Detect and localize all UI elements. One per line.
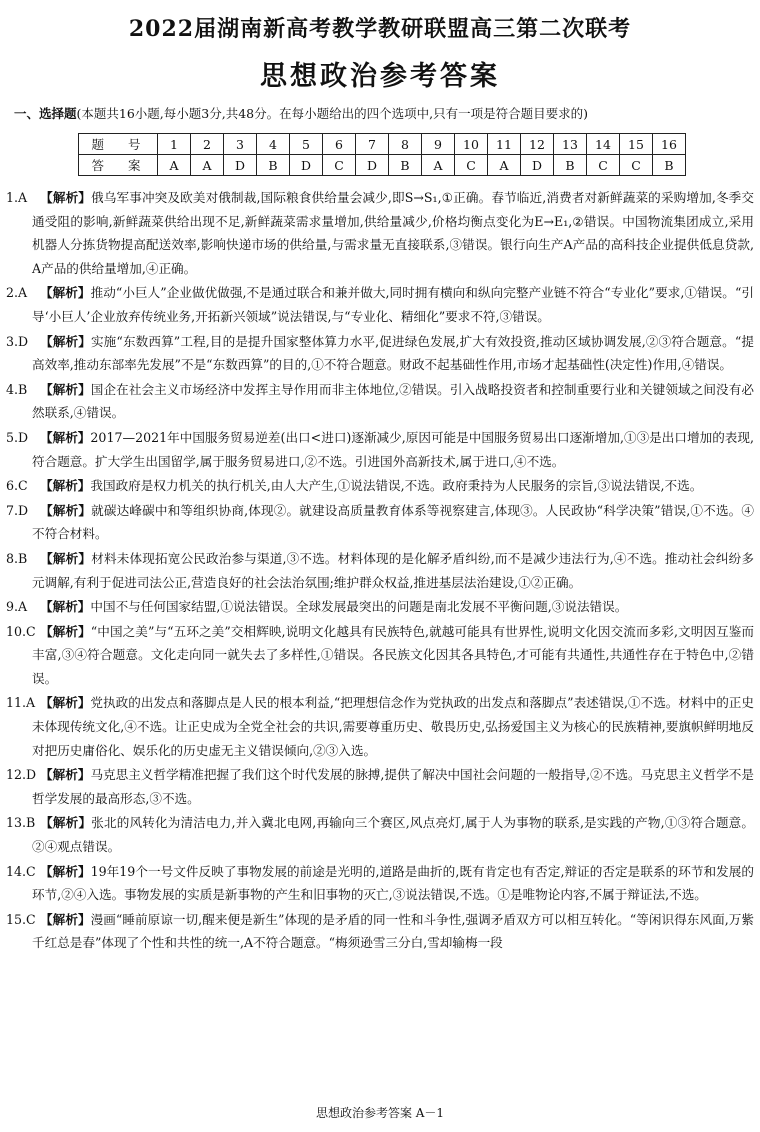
item-number: 2.A xyxy=(6,285,28,301)
analysis-tag: 【解析】 xyxy=(40,863,91,879)
row-label-answers: 答 案 xyxy=(79,155,158,176)
answer-cell: D xyxy=(290,155,323,176)
item-number: 9.A xyxy=(6,599,28,615)
item-text: 2017—2021年中国服务贸易逆差(出口<进口)逐渐减少,原因可能是中国服务贸易出口逐渐增加,①③是出口增加的表现,符合题意。扩大学生出国留学,属于服务贸易进口,②不选。引进国外高新技术,属于进口,④不选。 xyxy=(32,429,754,469)
item-number: 13.B xyxy=(6,815,36,831)
question-number-cell: 2 xyxy=(191,134,224,155)
row-label-numbers: 题 号 xyxy=(79,134,158,155)
explanation-item xyxy=(6,860,754,907)
analysis-tag: 【解析】 xyxy=(40,767,91,783)
item-text: 张北的风转化为清洁电力,并入冀北电网,再输向三个赛区,风点亮灯,属于人为事物的联系,是实践的产物,①③符合题意。②④观点错误。 xyxy=(32,815,754,855)
item-text: 中国不与任何国家结盟,①说法错误。全球发展最突出的问题是南北发展不平衡问题,③说法错误。 xyxy=(90,599,628,615)
explanation-item xyxy=(6,378,754,425)
item-number: 10.C xyxy=(6,623,36,639)
question-number-cell: 14 xyxy=(587,134,620,155)
item-number: 12.D xyxy=(6,767,37,783)
question-number-cell: 1 xyxy=(158,134,191,155)
explanation-item xyxy=(6,595,754,619)
answer-cell: A xyxy=(158,155,191,176)
answer-cell: B xyxy=(257,155,290,176)
explanation-item xyxy=(6,691,754,762)
section-heading xyxy=(14,104,754,122)
answer-cell: B xyxy=(653,155,686,176)
analysis-tag: 【解析】 xyxy=(40,623,91,639)
item-text: 漫画“睡前原谅一切,醒来便是新生”体现的是矛盾的同一性和斗争性,强调矛盾双方可以相互转化。“等闲识得东风面,万紫千红总是春”体现了个性和共性的统一,A不符合题意。“梅须逊雪三分白,雪却输梅一段 xyxy=(32,911,754,951)
explanation-item xyxy=(6,547,754,594)
analysis-tag: 【解析】 xyxy=(40,815,92,831)
explanation-item xyxy=(6,620,754,691)
question-number-cell: 10 xyxy=(455,134,488,155)
item-number: 1.A xyxy=(6,190,28,205)
explanation-item xyxy=(6,908,754,955)
analysis-tag: 【解析】 xyxy=(40,478,91,494)
page-footer: 思想政治参考答案 A－1 xyxy=(315,1106,445,1120)
answer-table-row-numbers xyxy=(79,134,686,155)
analysis-tag: 【解析】 xyxy=(40,695,91,711)
analysis-tag: 【解析】 xyxy=(40,381,91,397)
item-text: 国企在社会主义市场经济中发挥主导作用而非主体地位,②错误。引入战略投资者和控制重要行业和关键领域之间没有必然联系,④错误。 xyxy=(32,381,754,421)
answer-cell: A xyxy=(422,155,455,176)
exam-title: 2022届湖南新高考教学教研联盟高三第二次联考 xyxy=(128,16,632,42)
explanation-item xyxy=(6,330,754,377)
item-number: 4.B xyxy=(6,381,28,397)
item-number: 11.A xyxy=(6,695,36,711)
explanation-list xyxy=(6,186,754,956)
item-text: 我国政府是权力机关的执行机关,由人大产生,①说法错误,不选。政府秉持为人民服务的宗旨,③说法错误,不选。 xyxy=(90,478,703,494)
answer-cell: C xyxy=(587,155,620,176)
answer-cell: C xyxy=(620,155,653,176)
item-number: 15.C xyxy=(6,911,36,927)
page-title: 思想政治参考答案 xyxy=(260,61,500,92)
item-number: 8.B xyxy=(6,550,28,566)
question-number-cell: 15 xyxy=(620,134,653,155)
answer-cell: A xyxy=(191,155,224,176)
question-number-cell: 12 xyxy=(521,134,554,155)
explanation-item xyxy=(6,186,754,280)
answer-cell: C xyxy=(323,155,356,176)
question-number-cell: 4 xyxy=(257,134,290,155)
analysis-tag: 【解析】 xyxy=(40,285,91,301)
item-number: 5.D xyxy=(6,429,29,445)
explanation-item xyxy=(6,426,754,473)
item-number: 6.C xyxy=(6,478,28,494)
explanation-item xyxy=(6,281,754,328)
question-number-cell: 9 xyxy=(422,134,455,155)
question-number-cell: 8 xyxy=(389,134,422,155)
question-number-cell: 6 xyxy=(323,134,356,155)
item-text: “中国之美”与“五环之美”交相辉映,说明文化越具有民族特色,就越可能具有世界性,说明文化因交流而多彩,文明因互鉴而丰富,③④符合题意。文化走向同一就失去了多样性,①错误。各民族文化因其各具特色,才可能有共通性,共通性存在于特色中,②错误。 xyxy=(32,623,754,686)
answer-table xyxy=(78,133,686,176)
question-number-cell: 16 xyxy=(653,134,686,155)
analysis-tag: 【解析】 xyxy=(40,333,91,349)
explanation-item xyxy=(6,811,754,858)
answer-cell: C xyxy=(455,155,488,176)
item-text: 19年19个一号文件反映了事物发展的前途是光明的,道路是曲折的,既有肯定也有否定,辩证的否定是联系的环节和发展的环节,②④入选。事物发展的实质是新事物的产生和旧事物的灭亡,③说法错误,不选。①是唯物论内容,不属于辩证法,不选。 xyxy=(32,863,755,903)
question-number-cell: 3 xyxy=(224,134,257,155)
item-text: 马克思主义哲学精准把握了我们这个时代发展的脉搏,提供了解决中国社会问题的一般指导,②不选。马克思主义哲学不是哲学发展的最高形态,③不选。 xyxy=(32,767,755,806)
answer-cell: B xyxy=(389,155,422,176)
question-number-cell: 11 xyxy=(488,134,521,155)
answer-cell: A xyxy=(488,155,521,176)
answer-cell: D xyxy=(356,155,389,176)
item-text: 就碳达峰碳中和等组织协商,体现②。就建设高质量教育体系等视察建言,体现③。人民政协“科学决策”错误,①不选。④不符合材料。 xyxy=(32,502,755,542)
analysis-tag: 【解析】 xyxy=(40,502,92,518)
item-text: 推动“小巨人”企业做优做强,不是通过联合和兼并做大,同时拥有横向和纵向完整产业链不符合“专业化”要求,①错误。“引导‘小巨人’企业放弃传统业务,开拓新兴领域”说法错误,与“专业化、精细化”要求不符,③错误。 xyxy=(32,285,755,324)
analysis-tag: 【解析】 xyxy=(40,599,91,615)
question-number-cell: 5 xyxy=(290,134,323,155)
explanation-item xyxy=(6,474,754,498)
analysis-tag: 【解析】 xyxy=(40,550,92,566)
answer-cell: D xyxy=(521,155,554,176)
item-text: 材料未体现拓宽公民政治参与渠道,③不选。材料体现的是化解矛盾纠纷,而不是减少违法行为,④不选。推动社会纠纷多元调解,有利于促进司法公正,营造良好的社会法治氛围;维护群众权益,推进基层法治建设,①②正确。 xyxy=(32,550,755,590)
analysis-tag: 【解析】 xyxy=(40,911,91,927)
section-label: 一、选择题 xyxy=(14,106,77,121)
item-text: 党执政的出发点和落脚点是人民的根本利益,“把理想信念作为党执政的出发点和落脚点”表述错误,①不选。材料中的正史未体现传统文化,④不选。让正史成为全党全社会的共识,需要尊重历史、敬畏历史,弘扬爱国主义为核心的民族精神,要旗帜鲜明地反对把历史庸俗化、娱乐化的历史虚无主义错误倾向,②③入选。 xyxy=(32,695,755,758)
question-number-cell: 7 xyxy=(356,134,389,155)
analysis-tag: 【解析】 xyxy=(40,429,91,445)
item-text: 俄乌军事冲突及欧美对俄制裁,国际粮食供给量会减少,即S→S₁,①正确。春节临近,消费者对新鲜蔬菜的采购增加,冬季交通受阻的影响,新鲜蔬菜供给出现不足,新鲜蔬菜需求量增加,供给量减少,价格均衡点变化为E→E₁,②错误。中国物流集团成立,采用机器人分拣货物提高配送效率,影响快递市场的供给量,与需求量无直接联系,③错误。银行向生产A产品的高科技企业提供低息贷款,A产品的供给量增加,④正确。 xyxy=(32,190,754,276)
explanation-item xyxy=(6,499,754,546)
item-number: 7.D xyxy=(6,502,29,518)
analysis-tag: 【解析】 xyxy=(40,190,92,205)
answer-cell: D xyxy=(224,155,257,176)
question-number-cell: 13 xyxy=(554,134,587,155)
answer-table-row-answers xyxy=(79,155,686,176)
item-number: 14.C xyxy=(6,863,36,879)
item-number: 3.D xyxy=(6,333,29,349)
item-text: 实施“东数西算”工程,目的是提升国家整体算力水平,促进绿色发展,扩大有效投资,推动区域协调发展,②③符合题意。“提高效率,推动东部率先发展”不是“东数西算”的目的,①不符合题意。财政不起基础性作用,市场才起基础性(决定性)作用,④错误。 xyxy=(32,333,754,373)
explanation-item xyxy=(6,763,754,810)
answer-cell: B xyxy=(554,155,587,176)
section-note: (本题共16小题,每小题3分,共48分。在每小题给出的四个选项中,只有一项是符合题目要求的) xyxy=(76,106,588,121)
